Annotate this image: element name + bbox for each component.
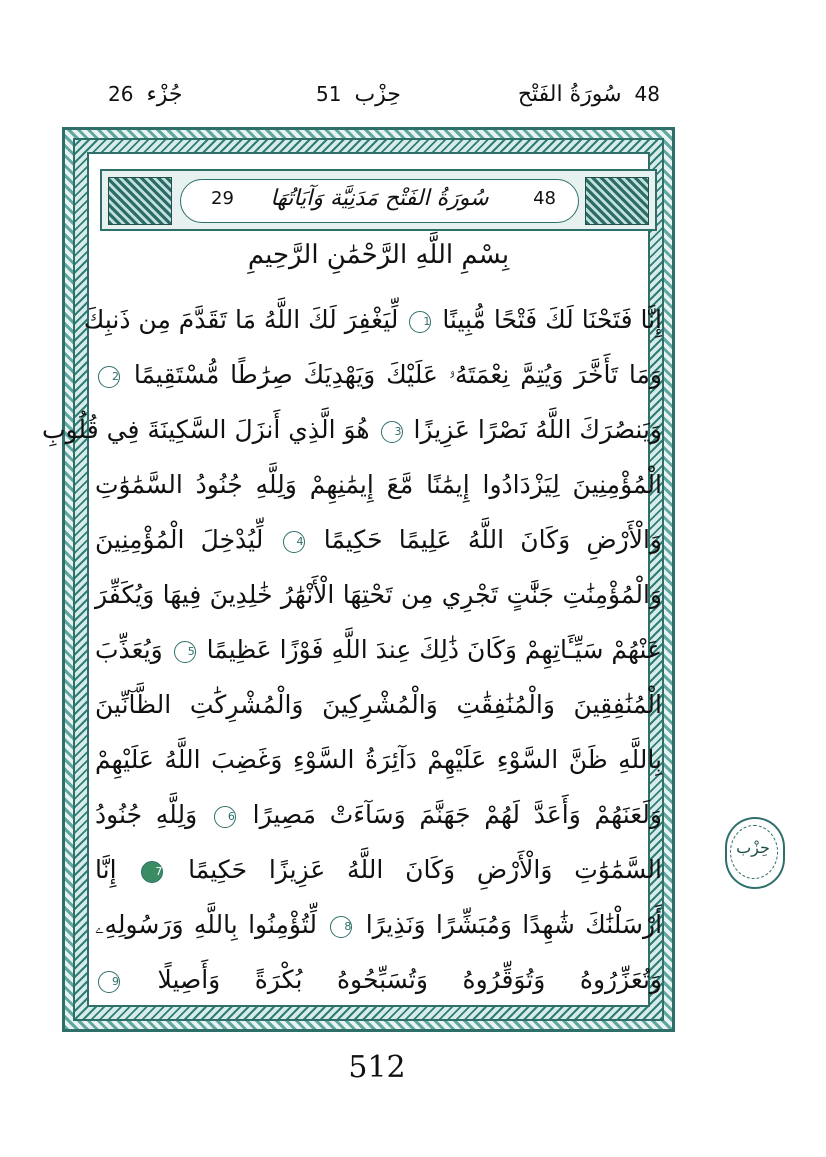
header-surah-name: سُورَةُ الفَتْح	[517, 82, 622, 107]
verse-text: السَّمَٰوَٰتِ وَالْأَرْضِ وَكَانَ اللَّهُ عَزِيزًا حَكِيمًا	[188, 855, 662, 884]
verse-text: وَلَعَنَهُمْ وَأَعَدَّ لَهُمْ جَهَنَّمَ وَسَآءَتْ مَصِيرًا	[252, 800, 662, 829]
surah-title-pill	[180, 179, 579, 223]
header-hizb	[310, 82, 401, 118]
verse-line	[41, 402, 662, 457]
header-juz-number: 26	[108, 82, 134, 106]
verse-end-marker-icon: 5	[174, 641, 196, 663]
hizb-marker-label: حِزْب	[736, 838, 770, 857]
verse-text: وَالْمُؤْمِنَٰتِ جَنَّٰتٍ تَجْرِي مِن تَحْتِهَا الْأَنْهَٰرُ خَٰلِدِينَ فِيهَا وَيُكَفِّرَ	[95, 580, 662, 609]
verse-line	[95, 512, 662, 567]
page-number: 512	[348, 1050, 406, 1085]
verse-text: لِّتُؤْمِنُوا بِاللَّهِ وَرَسُولِهِۦ	[95, 910, 317, 939]
verse-end-marker-icon: 8	[330, 916, 352, 938]
verse-line	[95, 567, 662, 622]
verse-end-marker-icon: 2	[98, 366, 120, 388]
verse-text: وَالْأَرْضِ وَكَانَ اللَّهُ عَلِيمًا حَكِيمًا	[323, 525, 662, 554]
header-juz	[102, 82, 183, 118]
verse-line	[95, 347, 662, 402]
verse-line	[95, 457, 662, 512]
title-surah-number: 48	[533, 188, 556, 209]
header-surah-number: 48	[634, 82, 660, 106]
verse-line	[95, 952, 662, 1007]
verse-line	[83, 292, 662, 347]
verse-end-marker-icon: 3	[381, 421, 403, 443]
verse-text: وَلِلَّهِ جُنُودُ	[95, 800, 198, 829]
verse-line	[95, 787, 662, 842]
verse-lines	[41, 292, 663, 1007]
bismillah: بِسْمِ اللَّهِ الرَّحْمَٰنِ الرَّحِيمِ	[247, 240, 510, 270]
surah-title-band	[100, 169, 657, 231]
verse-text: وَمَا تَأَخَّرَ وَيُتِمَّ نِعْمَتَهُۥ عَلَيْكَ وَيَهْدِيَكَ صِرَٰطًا مُّسْتَقِيمًا	[133, 360, 662, 389]
verse-text: وَتُعَزِّرُوهُ وَتُوَقِّرُوهُ وَتُسَبِّحُوهُ بُكْرَةً وَأَصِيلًا	[157, 965, 663, 994]
verse-line	[95, 677, 662, 732]
verse-text: الْمُؤْمِنِينَ لِيَزْدَادُوا إِيمَٰنًا مَّعَ إِيمَٰنِهِمْ وَلِلَّهِ جُنُودُ السَّمَٰوَٰتِ	[95, 470, 662, 499]
verse-text: لِّيَغْفِرَ لَكَ اللَّهُ مَا تَقَدَّمَ مِن ذَنبِكَ	[83, 305, 399, 334]
title-surah-name: سُورَةُ الفَتْح مَدَنِيَّة وَآيَاتُهَا	[270, 186, 489, 211]
verse-line	[95, 622, 662, 677]
verse-line	[95, 897, 662, 952]
ornament-left-icon	[108, 177, 172, 225]
verse-text: الْمُنَٰفِقِينَ وَالْمُنَٰفِقَٰتِ وَالْمُشْرِكِينَ وَالْمُشْرِكَٰتِ الظَّآنِّينَ	[95, 690, 662, 719]
ornament-right-icon	[585, 177, 649, 225]
title-ayah-count: 29	[211, 188, 234, 209]
verse-line	[95, 732, 662, 787]
verse-text: لِّيُدْخِلَ الْمُؤْمِنِينَ	[95, 525, 264, 554]
verse-text: إِنَّا	[95, 855, 117, 884]
verse-line	[95, 842, 662, 897]
header-surah	[518, 82, 666, 118]
verse-end-marker-icon: 7	[141, 861, 163, 883]
verse-text: بِاللَّهِ ظَنَّ السَّوْءِ عَلَيْهِمْ دَآئِرَةُ السَّوْءِ وَغَضِبَ اللَّهُ عَلَيْهِمْ	[95, 745, 662, 774]
verse-end-marker-icon: 9	[98, 971, 120, 993]
hizb-marker	[719, 811, 787, 891]
verse-text: وَيُعَذِّبَ	[95, 635, 163, 664]
verse-text: أَرْسَلْنَٰكَ شَٰهِدًا وَمُبَشِّرًا وَنَذِيرًا	[365, 910, 663, 939]
verse-end-marker-icon: 4	[283, 531, 305, 553]
verse-text: إِنَّا فَتَحْنَا لَكَ فَتْحًا مُّبِينًا	[442, 305, 662, 334]
header-hizb-number: 51	[316, 82, 342, 106]
header-hizb-word: حِزْب	[354, 82, 401, 107]
header-juz-word: جُزْء	[146, 82, 183, 107]
verse-end-marker-icon: 6	[214, 806, 236, 828]
verse-text: عَنْهُمْ سَيِّـَٔاتِهِمْ وَكَانَ ذَٰلِكَ عِندَ اللَّهِ فَوْزًا عَظِيمًا	[206, 635, 662, 664]
verse-end-marker-icon: 1	[409, 311, 431, 333]
verse-text: وَيَنصُرَكَ اللَّهُ نَصْرًا عَزِيزًا	[413, 415, 662, 444]
verse-text: هُوَ الَّذِي أَنزَلَ السَّكِينَةَ فِي قُلُوبِ	[41, 415, 370, 444]
